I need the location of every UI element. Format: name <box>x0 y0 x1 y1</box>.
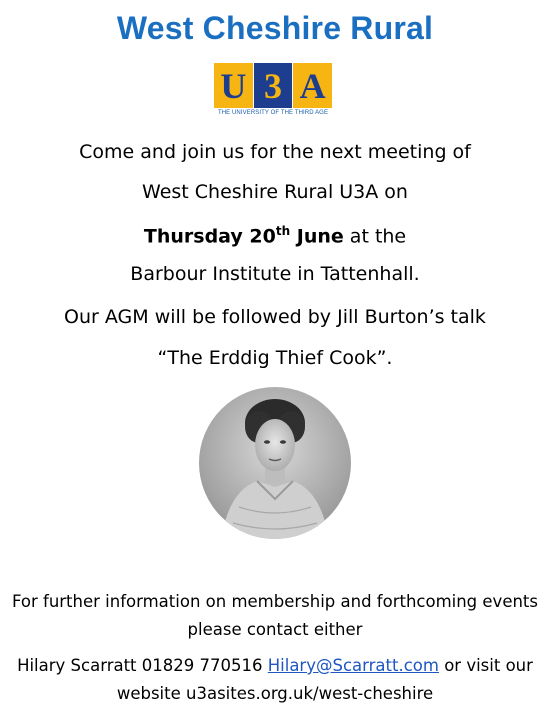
u3a-logo-letters <box>214 63 332 108</box>
email-link[interactable]: Hilary@Scarratt.com <box>267 656 439 675</box>
contact-visit-text: or visit our <box>438 656 533 675</box>
group-line: West Cheshire Rural U3A on <box>142 181 408 203</box>
contact-intro-cont: please contact either <box>187 620 363 639</box>
venue-line: Barbour Institute in Tattenhall. <box>130 263 420 285</box>
agenda-line: Our AGM will be followed by Jill Burton’s talk <box>64 306 486 328</box>
meeting-date-after: at the <box>343 225 407 248</box>
invite-line: Come and join us for the next meeting of <box>79 141 471 163</box>
contact-intro: For further information on membership and forthcoming events <box>11 592 538 611</box>
u3a-logo-letter-a: A <box>293 63 332 108</box>
talk-title: “The Erddig Thief Cook”. <box>157 347 393 369</box>
u3a-logo-letter-u: U <box>214 63 253 108</box>
contact-name-phone: Hilary Scarratt 01829 770516 <box>17 656 268 675</box>
contact-details-line <box>0 656 550 675</box>
meeting-day: Thursday 20 <box>143 225 276 248</box>
meeting-day-suffix: th <box>275 224 291 238</box>
website-line: website u3asites.org.uk/west-cheshire <box>116 684 434 703</box>
page-title: West Cheshire Rural <box>116 10 434 46</box>
speaker-portrait-photo <box>199 387 351 539</box>
u3a-logo-tagline: THE UNIVERSITY OF THE THIRD AGE <box>217 110 329 116</box>
meeting-date-line <box>0 224 550 247</box>
u3a-logo <box>214 63 332 121</box>
meeting-month: June <box>290 225 344 248</box>
u3a-logo-letter-3: 3 <box>254 63 293 108</box>
